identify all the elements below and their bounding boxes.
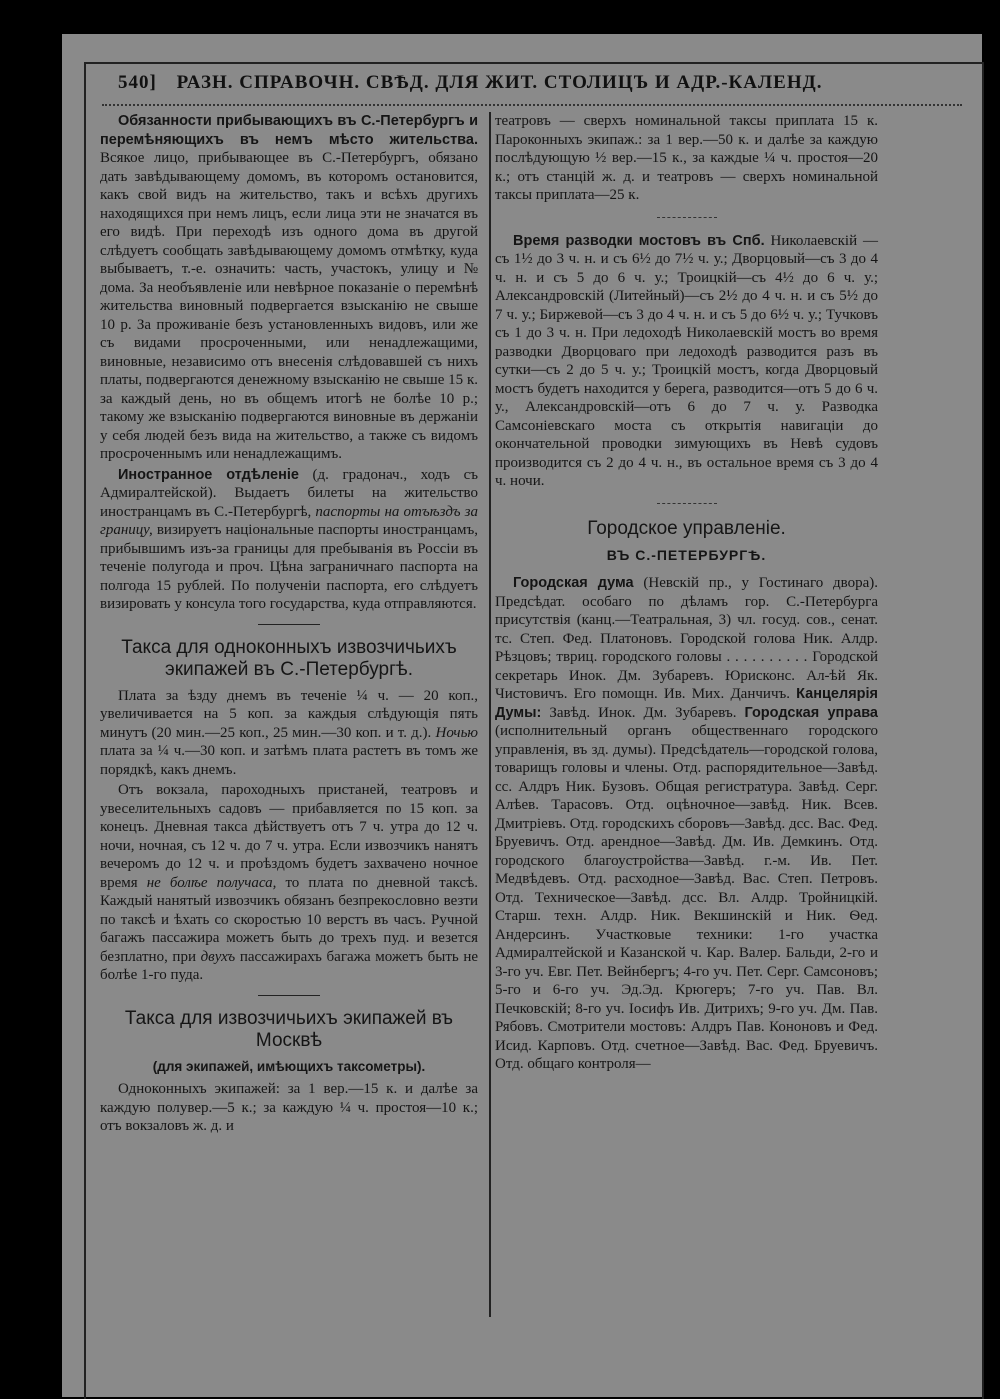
- bridges-title: Время разводки мостовъ въ Спб.: [513, 232, 765, 249]
- spb-tax-italic-2: не болѣе получаса,: [146, 874, 277, 891]
- moscow-tax-title: Такса для извозчичьихъ экипажей въ Москвѣ: [124, 1007, 454, 1051]
- chancery-title: Канцелярія Думы:: [495, 686, 879, 721]
- moscow-tax-paragraph: Одноконныхъ экипажей: за 1 вер.—15 к. и далѣе за каждую полувер.—5 к.; за каждую ¼ ч. простоя—10 к.; отъ вокзаловъ ж. д. и: [100, 1081, 478, 1134]
- section-rule-3: [657, 217, 717, 218]
- foreign-paragraph: [100, 466, 478, 614]
- bridges-text: Николаевскій — съ 1½ до 3 ч. н. и съ 6½ до 7½ ч. у.; Дворцовый—съ 3 до 4 ч. н. и съ 5 до 6 ч. у.; Троицкій—съ 4½ до 6 ч. у.; Александровскій (Литейный)—съ 2½ до 4 ч. н. и съ 5½ до 7 ч. у.; Биржевой—съ 3 до 4 ч. н. и съ 5 до 6½ ч. у.; Тучковъ съ 1 до 3 ч. н. При ледоходѣ Николаевскій мостъ во время разводки Дворцоваго при ледоходѣ разводится разъ въ сутки—съ 2 до 5 ч. у.; Троицкій мостъ, когда Дворцовый мостъ будетъ находится у берега, разводится—отъ 5 до 6 ч. у., Александровскій—отъ 6 до 7 ч. у. Разводка Самсоніевскаго моста съ открытія навигаціи до окончательной проводки зимующихъ въ Невѣ судовъ производится съ 2 до 4 ч. н., въ остальное время съ 3 до 4 ч. ночи.: [495, 232, 879, 489]
- duma-title: Городская дума: [513, 575, 634, 591]
- section-rule: [258, 624, 320, 625]
- spb-tax-paragraph-2: [100, 781, 478, 985]
- spb-tax-title: Такса для одноконныхъ извозчичьихъ экипажей въ С.-Петербургѣ.: [121, 636, 457, 680]
- spb-tax-text: Плата за ѣзду днемъ въ теченіе ¼ ч. — 20 коп., увеличивается на 5 коп. за каждыя слѣдующія пять минутъ (20 мин.—25 коп., 25 мин.—30 коп. и т. д.).: [100, 687, 478, 741]
- city-title: Городское управленіе.: [587, 517, 786, 539]
- uprava-text: (исполнительный органъ общественнаго городского управленія, въ зд. думы). Предсѣдатель—городской голова, товарищъ головы и члены.: [495, 723, 878, 776]
- moscow-tax-note: (для экипажей, имѣющихъ таксометры).: [152, 1058, 426, 1074]
- foreign-text-2: визируетъ національные паспорты иностранцамъ, прибывшимъ изъ-за границы для пребыванія въ Россіи въ теченіе полугода и проч. Цѣна заграничнаго паспорта на полгода 15 рублей. По полученіи паспорта, его слѣдуетъ визировать у консула того государства, куда отправляются.: [100, 522, 478, 612]
- duties-paragraph: [100, 112, 478, 464]
- chancery-text: Завѣд. Инок. Дм. Зубаревъ.: [549, 704, 737, 721]
- spb-tax-italic-3: двухъ: [200, 948, 236, 965]
- section-rule-2: [258, 995, 320, 996]
- spb-tax-text-3: Отъ вокзала, пароходныхъ пристаней, театровъ и увеселительныхъ садовъ — прибавляется по 15 коп. за конецъ. Дневная такса дѣйствуетъ отъ 7 ч. утра до 12 ч. ночи, ночная, съ 12 ч. до 7 ч. утра. Если извозчикъ нанятъ вечеромъ до 12 ч. и проѣздомъ будетъ захвачено ночное время: [100, 782, 478, 891]
- spb-tax-italic: Ночью: [435, 724, 478, 741]
- right-column: [495, 112, 878, 1076]
- section-rule-4: [657, 503, 717, 504]
- spb-tax-paragraph-1: [100, 687, 478, 780]
- duma-paragraph: [495, 574, 878, 1074]
- duties-title: Обязанности прибывающихъ въ С.-Петербургъ и перемѣняющихъ въ немъ мѣсто жительства.: [100, 113, 478, 148]
- spb-tax-text-4: то плата по дневной таксѣ. Каждый нанятый извозчикъ обязанъ безпрекословно везти по таксѣ и ѣхать со скоростью 10 верстъ въ часъ. Ручной багажъ пассажира можетъ быть до трехъ пуд. и везется безплатно, при: [100, 874, 479, 965]
- column-divider: [489, 112, 491, 1317]
- running-title: РАЗН. СПРАВОЧН. СВѢД. ДЛЯ ЖИТ. СТОЛИЦЪ И АДР.-КАЛЕНД.: [176, 72, 823, 93]
- foreign-italic: паспорты на отъѣздъ за границу,: [100, 503, 479, 538]
- departments-text: Отд. распорядительное—Завѣд. сс. Алдръ Ник. Бузовъ. Общая регистратура. Завѣд. Серг. Алѣев. Тарасовъ. Отд. оцѣночное—завѣд. Ник. Всев. Дмитріевъ. Отд. городскихъ сборовъ—Завѣд. дсс. Вас. Фед. Бруевичъ. Отд. арендное—Завѣд. Дм. Ив. Демкинъ. Отд. городского благоустройства—Завѣд. г.-м. Ив. Пет. Медвѣдевъ. Отд. расходное—Завѣд. Вас. Степ. Петровъ. Отд. Техническое—Завѣд. дсс. Вл. Алдр. Тройницкій. Старш. техн. Алдр. Ник. Векшинскій и Ник. Ѳед. Андерсинъ. Участковые техники: 1-го участка Адмиралтейской и Казанской ч. Кар. Валер. Бальди, 2-го и 3-го уч. Евг. Пет. Вейнбергъ; 4-го уч. Пет. Серг. Самсоновъ; 5-го и 6-го уч. Эд.Эд. Крюгеръ; 7-го уч. Пав. Вл. Печковскій; 8-го уч. Іосифъ Ив. Дитрихъ; 9-го уч. Дм. Пав. Рябовъ. Смотрители мостовъ: Алдръ Пав. Кононовъ и Фед. Исид. Карповъ. Отд. счетное—Завѣд. Вас. Фед. Бруевичъ. Отд. общаго контроля—: [495, 760, 879, 1072]
- bridges-paragraph: [495, 232, 878, 491]
- header-rule: [102, 104, 962, 106]
- left-column: [100, 112, 478, 1138]
- moscow-tax-continued: театровъ — сверхъ номинальной таксы приплата 15 к. Пароконныхъ экипаж.: за 1 вер.—50 к. и далѣе за каждую послѣдующую ½ вер.—15 к., за каждые ¼ ч. простоя—20 к.; отъ станцій ж. д. и театровъ — сверхъ номинальной таксы приплата—25 к.: [495, 113, 878, 203]
- duma-text: (Невскій пр., у Гостинаго двора). Предсѣдат. особаго по дѣламъ гор. С.-Петербурга присутствія (канц.—Театральная, 3) чл. госуд. сов., сенат. тс. Степ. Фед. Платоновъ. Городской голова Ник. Алдр. Рѣзцовъ; твриц. городского головы . . . . . . . . . . Городской секретарь Инок. Дм. Зубаревъ. Юрисконс. Ал-ѣй Як. Чистовичъ. Его помощн. Ив. Мих. Данчичъ.: [495, 575, 879, 702]
- city-subtitle: ВЪ С.-ПЕТЕРБУРГѢ.: [606, 546, 767, 563]
- duties-text: Всякое лицо, прибывающее въ С.-Петербургъ, обязано дать завѣдывающему домомъ, въ которомъ остановится, какъ свой видъ на жительство, такъ и всѣхъ другихъ находящихся при немъ лицъ, если лица эти не значатся въ его видѣ. При переходѣ изъ одного дома въ другой слѣдуетъ сообщать завѣдывающему домомъ отмѣтку, куда выбываетъ, т.-е. означить: часть, участокъ, улицу и № дома. За необъявленіе или невѣрное показаніе о перемѣнѣ жительства виновный подвергается взысканію не свыше 10 р. За проживаніе безъ установленныхъ видовъ, или же съ видами просроченными, или ненадлежащими, виновные, независимо отъ внесенія слѣдовавшей съ нихъ платы, подвергаются денежному взысканію не свыше 15 к. за каждый день, но въ общемъ итогѣ не болѣе 10 р.; такому же взысканію подвергаются виновные въ держаніи у себя людей безъ вида на жительство, а также съ видомъ просроченнымъ или ненадлежащимъ.: [100, 150, 478, 462]
- running-header: [118, 72, 938, 106]
- foreign-text: (д. градонач., ходъ съ Адмиралтейской). Выдаетъ билеты на жительство иностранцамъ въ С.-Петербургѣ,: [100, 466, 479, 520]
- spb-tax-text-2: плата за ¼ ч.—30 коп. и затѣмъ плата растетъ въ томъ же порядкѣ, какъ днемъ.: [100, 743, 478, 778]
- foreign-title: Иностранное отдѣленіе: [118, 466, 299, 483]
- uprava-title: Городская управа: [744, 704, 878, 721]
- spb-tax-text-5: пассажирахъ багажа можетъ быть не болѣе 1-го пуда.: [100, 948, 479, 983]
- page-number: 540]: [118, 72, 157, 93]
